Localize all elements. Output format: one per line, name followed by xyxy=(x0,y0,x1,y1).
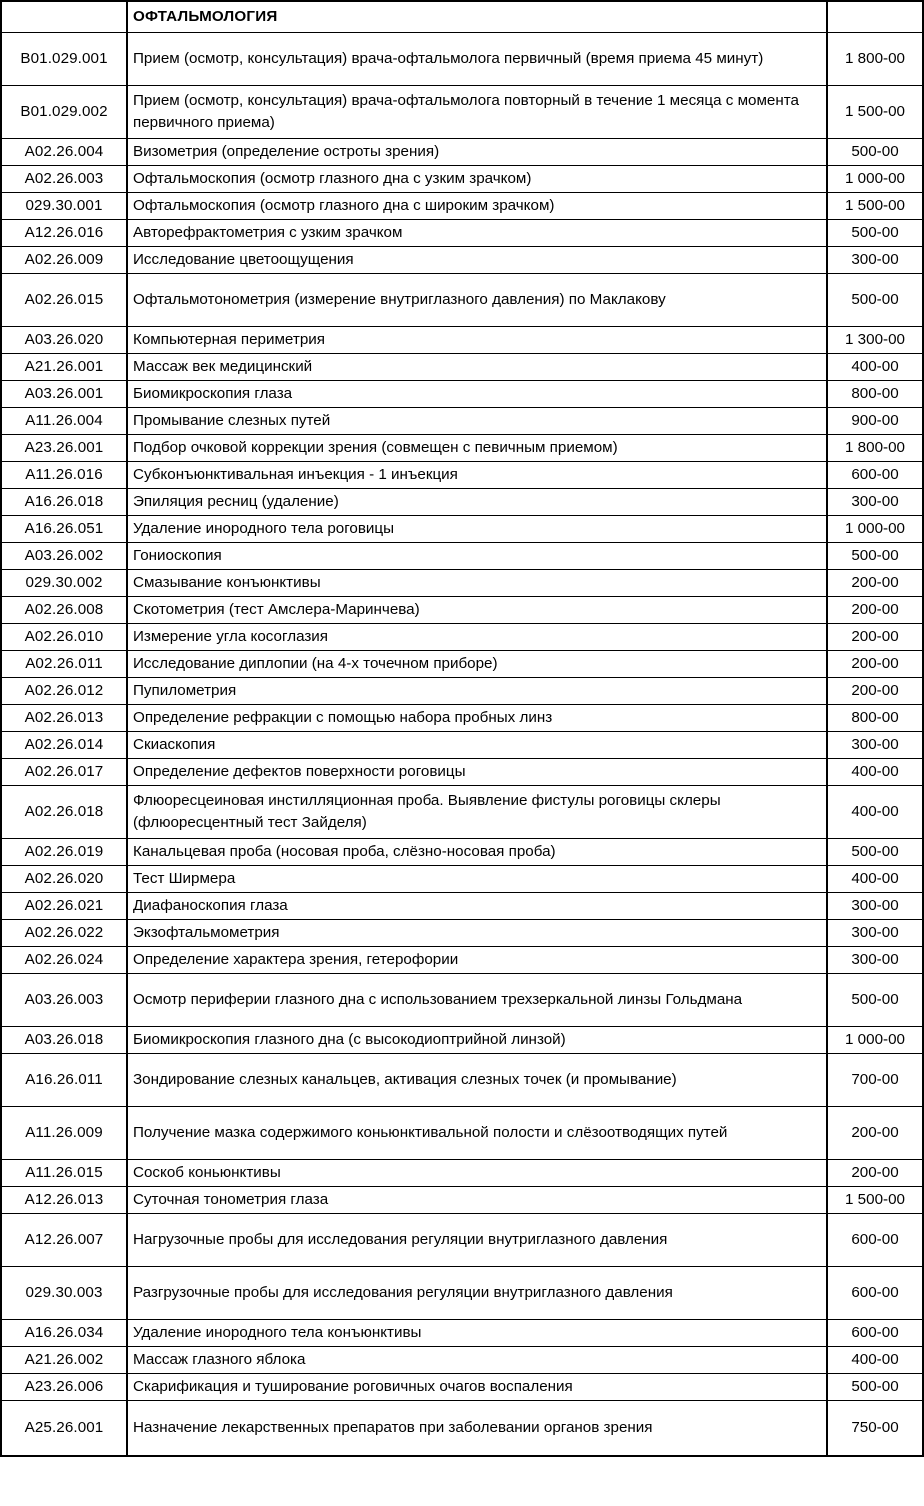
service-code-cell: A03.26.002 xyxy=(1,543,127,570)
service-code-cell: A16.26.034 xyxy=(1,1320,127,1347)
service-name-cell: Визометрия (определение остроты зрения) xyxy=(127,139,827,166)
service-code-cell: 029.30.003 xyxy=(1,1267,127,1320)
table-row xyxy=(1,166,923,193)
service-code-cell: A25.26.001 xyxy=(1,1401,127,1457)
service-price-cell: 400-00 xyxy=(827,759,923,786)
service-price-cell: 600-00 xyxy=(827,1214,923,1267)
service-name-cell: Подбор очковой коррекции зрения (совмещен с певичным приемом) xyxy=(127,435,827,462)
service-code-cell: A02.26.009 xyxy=(1,247,127,274)
service-price-cell: 600-00 xyxy=(827,1267,923,1320)
service-price-cell: 900-00 xyxy=(827,408,923,435)
service-name-cell: Авторефрактометрия с узким зрачком xyxy=(127,220,827,247)
table-row xyxy=(1,543,923,570)
table-row xyxy=(1,1401,923,1457)
service-name-cell: Определение характера зрения, гетерофории xyxy=(127,947,827,974)
service-code-cell: A23.26.006 xyxy=(1,1374,127,1401)
service-name-cell: Разгрузочные пробы для исследования регуляции внутриглазного давления xyxy=(127,1267,827,1320)
service-price-cell: 1 800-00 xyxy=(827,33,923,86)
service-name-cell: Офтальмотонометрия (измерение внутриглазного давления) по Маклакову xyxy=(127,274,827,327)
service-code-cell: A02.26.019 xyxy=(1,839,127,866)
service-price-cell: 1 300-00 xyxy=(827,327,923,354)
service-price-cell: 600-00 xyxy=(827,462,923,489)
service-name-cell: Скарификация и туширование роговичных очагов воспаления xyxy=(127,1374,827,1401)
service-name-cell: Гониоскопия xyxy=(127,543,827,570)
table-row xyxy=(1,274,923,327)
table-row xyxy=(1,354,923,381)
table-row xyxy=(1,327,923,354)
service-code-cell: A16.26.051 xyxy=(1,516,127,543)
service-price-cell: 400-00 xyxy=(827,866,923,893)
service-code-cell: B01.029.002 xyxy=(1,86,127,139)
service-name-cell: Эпиляция ресниц (удаление) xyxy=(127,489,827,516)
service-name-cell: Биомикроскопия глаза xyxy=(127,381,827,408)
table-row xyxy=(1,33,923,86)
table-row xyxy=(1,1027,923,1054)
service-price-cell: 1 500-00 xyxy=(827,1187,923,1214)
service-price-cell: 400-00 xyxy=(827,354,923,381)
service-price-cell xyxy=(827,1,923,33)
service-price-cell: 500-00 xyxy=(827,543,923,570)
service-price-cell: 500-00 xyxy=(827,1374,923,1401)
service-name-cell: Нагрузочные пробы для исследования регуляции внутриглазного давления xyxy=(127,1214,827,1267)
service-price-cell: 750-00 xyxy=(827,1401,923,1457)
table-row xyxy=(1,193,923,220)
service-price-cell: 1 000-00 xyxy=(827,1027,923,1054)
table-row xyxy=(1,839,923,866)
table-row xyxy=(1,139,923,166)
section-header-row xyxy=(1,1,923,33)
service-name-cell: Субконъюнктивальная инъекция - 1 инъекция xyxy=(127,462,827,489)
table-row xyxy=(1,1267,923,1320)
service-name-cell: Массаж век медицинский xyxy=(127,354,827,381)
table-row xyxy=(1,597,923,624)
table-row xyxy=(1,247,923,274)
table-row xyxy=(1,1107,923,1160)
table-row xyxy=(1,974,923,1027)
service-price-cell: 500-00 xyxy=(827,274,923,327)
service-code-cell: B01.029.001 xyxy=(1,33,127,86)
table-row xyxy=(1,732,923,759)
service-name-cell: Назначение лекарственных препаратов при заболевании органов зрения xyxy=(127,1401,827,1457)
section-title: ОФТАЛЬМОЛОГИЯ xyxy=(127,1,827,33)
service-code-cell: A16.26.018 xyxy=(1,489,127,516)
service-name-cell: Суточная тонометрия глаза xyxy=(127,1187,827,1214)
service-code-cell: A11.26.004 xyxy=(1,408,127,435)
service-price-cell: 200-00 xyxy=(827,597,923,624)
service-price-cell: 400-00 xyxy=(827,786,923,839)
table-row xyxy=(1,786,923,839)
service-price-cell: 1 000-00 xyxy=(827,516,923,543)
service-name-cell: Пупилометрия xyxy=(127,678,827,705)
service-name-cell: Прием (осмотр, консультация) врача-офтальмолога повторный в течение 1 месяца с момента первичного приема) xyxy=(127,86,827,139)
table-row xyxy=(1,408,923,435)
service-name-cell: Канальцевая проба (носовая проба, слёзно-носовая проба) xyxy=(127,839,827,866)
service-code-cell: A12.26.016 xyxy=(1,220,127,247)
service-code-cell: A02.26.013 xyxy=(1,705,127,732)
service-code-cell: A02.26.015 xyxy=(1,274,127,327)
service-price-cell: 300-00 xyxy=(827,732,923,759)
service-name-cell: Промывание слезных путей xyxy=(127,408,827,435)
service-code-cell: A03.26.020 xyxy=(1,327,127,354)
table-row xyxy=(1,516,923,543)
service-name-cell: Измерение угла косоглазия xyxy=(127,624,827,651)
service-price-cell: 1 500-00 xyxy=(827,193,923,220)
table-row xyxy=(1,381,923,408)
service-price-cell: 200-00 xyxy=(827,624,923,651)
table-row xyxy=(1,705,923,732)
service-code-cell: 029.30.002 xyxy=(1,570,127,597)
table-row xyxy=(1,920,923,947)
service-code-cell: A03.26.003 xyxy=(1,974,127,1027)
table-row xyxy=(1,624,923,651)
service-price-cell: 200-00 xyxy=(827,1160,923,1187)
service-code-cell: A21.26.001 xyxy=(1,354,127,381)
service-code-cell: 029.30.001 xyxy=(1,193,127,220)
service-code-cell: A02.26.004 xyxy=(1,139,127,166)
service-code-cell: A02.26.020 xyxy=(1,866,127,893)
service-code-cell: A03.26.018 xyxy=(1,1027,127,1054)
table-row xyxy=(1,435,923,462)
table-row xyxy=(1,570,923,597)
service-name-cell: Зондирование слезных канальцев, активация слезных точек (и промывание) xyxy=(127,1054,827,1107)
service-name-cell: Биомикроскопия глазного дна (с высокодиоптрийной линзой) xyxy=(127,1027,827,1054)
service-name-cell: Исследование диплопии (на 4-х точечном приборе) xyxy=(127,651,827,678)
service-price-cell: 800-00 xyxy=(827,381,923,408)
service-name-cell: Офтальмоскопия (осмотр глазного дна с широким зрачком) xyxy=(127,193,827,220)
service-code-cell: A02.26.014 xyxy=(1,732,127,759)
service-price-cell: 300-00 xyxy=(827,947,923,974)
service-code-cell: A02.26.008 xyxy=(1,597,127,624)
service-code-cell: A02.26.011 xyxy=(1,651,127,678)
service-name-cell: Офтальмоскопия (осмотр глазного дна с узким зрачком) xyxy=(127,166,827,193)
table-row xyxy=(1,1320,923,1347)
service-price-cell: 300-00 xyxy=(827,489,923,516)
service-name-cell: Смазывание конъюнктивы xyxy=(127,570,827,597)
service-code-cell: A12.26.007 xyxy=(1,1214,127,1267)
table-row xyxy=(1,86,923,139)
service-name-cell: Флюоресцеиновая инстилляционная проба. Выявление фистулы роговицы склеры (флюоресцентный тест Зайделя) xyxy=(127,786,827,839)
service-price-cell: 800-00 xyxy=(827,705,923,732)
service-price-cell: 400-00 xyxy=(827,1347,923,1374)
service-name-cell: Экзофтальмометрия xyxy=(127,920,827,947)
service-code-cell: A02.26.017 xyxy=(1,759,127,786)
service-name-cell: Скотометрия (тест Амслера-Маринчева) xyxy=(127,597,827,624)
table-row xyxy=(1,651,923,678)
table-row xyxy=(1,489,923,516)
service-name-cell: Удаление инородного тела роговицы xyxy=(127,516,827,543)
table-row xyxy=(1,866,923,893)
service-code-cell: A11.26.016 xyxy=(1,462,127,489)
service-price-cell: 200-00 xyxy=(827,1107,923,1160)
service-name-cell: Определение дефектов поверхности роговицы xyxy=(127,759,827,786)
table-row xyxy=(1,1054,923,1107)
service-name-cell: Определение рефракции с помощью набора пробных линз xyxy=(127,705,827,732)
service-name-cell: Тест Ширмера xyxy=(127,866,827,893)
service-price-cell: 600-00 xyxy=(827,1320,923,1347)
service-code-cell: A21.26.002 xyxy=(1,1347,127,1374)
service-price-cell: 1 800-00 xyxy=(827,435,923,462)
table-row xyxy=(1,1214,923,1267)
service-code-cell: A11.26.009 xyxy=(1,1107,127,1160)
table-row xyxy=(1,678,923,705)
table-row xyxy=(1,1374,923,1401)
service-code-cell: A03.26.001 xyxy=(1,381,127,408)
service-code-cell: A02.26.021 xyxy=(1,893,127,920)
service-name-cell: Осмотр периферии глазного дна с использованием трехзеркальной линзы Гольдмана xyxy=(127,974,827,1027)
service-code-cell xyxy=(1,1,127,33)
service-name-cell: Диафаноскопия глаза xyxy=(127,893,827,920)
service-code-cell: A02.26.018 xyxy=(1,786,127,839)
service-code-cell: A02.26.024 xyxy=(1,947,127,974)
service-name-cell: Массаж глазного яблока xyxy=(127,1347,827,1374)
service-name-cell: Исследование цветоощущения xyxy=(127,247,827,274)
service-price-cell: 300-00 xyxy=(827,893,923,920)
service-name-cell: Компьютерная периметрия xyxy=(127,327,827,354)
service-name-cell: Получение мазка содержимого коньюнктивальной полости и слёзоотводящих путей xyxy=(127,1107,827,1160)
service-name-cell: Скиаскопия xyxy=(127,732,827,759)
service-name-cell: Соскоб коньюнктивы xyxy=(127,1160,827,1187)
table-row xyxy=(1,1347,923,1374)
service-price-cell: 500-00 xyxy=(827,139,923,166)
service-price-cell: 1 500-00 xyxy=(827,86,923,139)
service-name-cell: Удаление инородного тела конъюнктивы xyxy=(127,1320,827,1347)
service-code-cell: A23.26.001 xyxy=(1,435,127,462)
table-row xyxy=(1,1160,923,1187)
service-code-cell: A16.26.011 xyxy=(1,1054,127,1107)
table-row xyxy=(1,1187,923,1214)
service-code-cell: A11.26.015 xyxy=(1,1160,127,1187)
service-price-cell: 200-00 xyxy=(827,570,923,597)
service-code-cell: A02.26.022 xyxy=(1,920,127,947)
table-row xyxy=(1,893,923,920)
service-price-cell: 1 000-00 xyxy=(827,166,923,193)
table-row xyxy=(1,462,923,489)
table-row xyxy=(1,947,923,974)
service-price-cell: 500-00 xyxy=(827,974,923,1027)
service-code-cell: A12.26.013 xyxy=(1,1187,127,1214)
service-code-cell: A02.26.010 xyxy=(1,624,127,651)
service-name-cell: Прием (осмотр, консультация) врача-офтальмолога первичный (время приема 45 минут) xyxy=(127,33,827,86)
table-row xyxy=(1,759,923,786)
service-price-cell: 200-00 xyxy=(827,678,923,705)
service-price-cell: 500-00 xyxy=(827,220,923,247)
service-price-cell: 300-00 xyxy=(827,247,923,274)
service-price-cell: 700-00 xyxy=(827,1054,923,1107)
service-code-cell: A02.26.003 xyxy=(1,166,127,193)
table-row xyxy=(1,220,923,247)
price-table-body xyxy=(1,1,923,1456)
service-price-cell: 300-00 xyxy=(827,920,923,947)
service-code-cell: A02.26.012 xyxy=(1,678,127,705)
service-price-cell: 500-00 xyxy=(827,839,923,866)
service-price-cell: 200-00 xyxy=(827,651,923,678)
